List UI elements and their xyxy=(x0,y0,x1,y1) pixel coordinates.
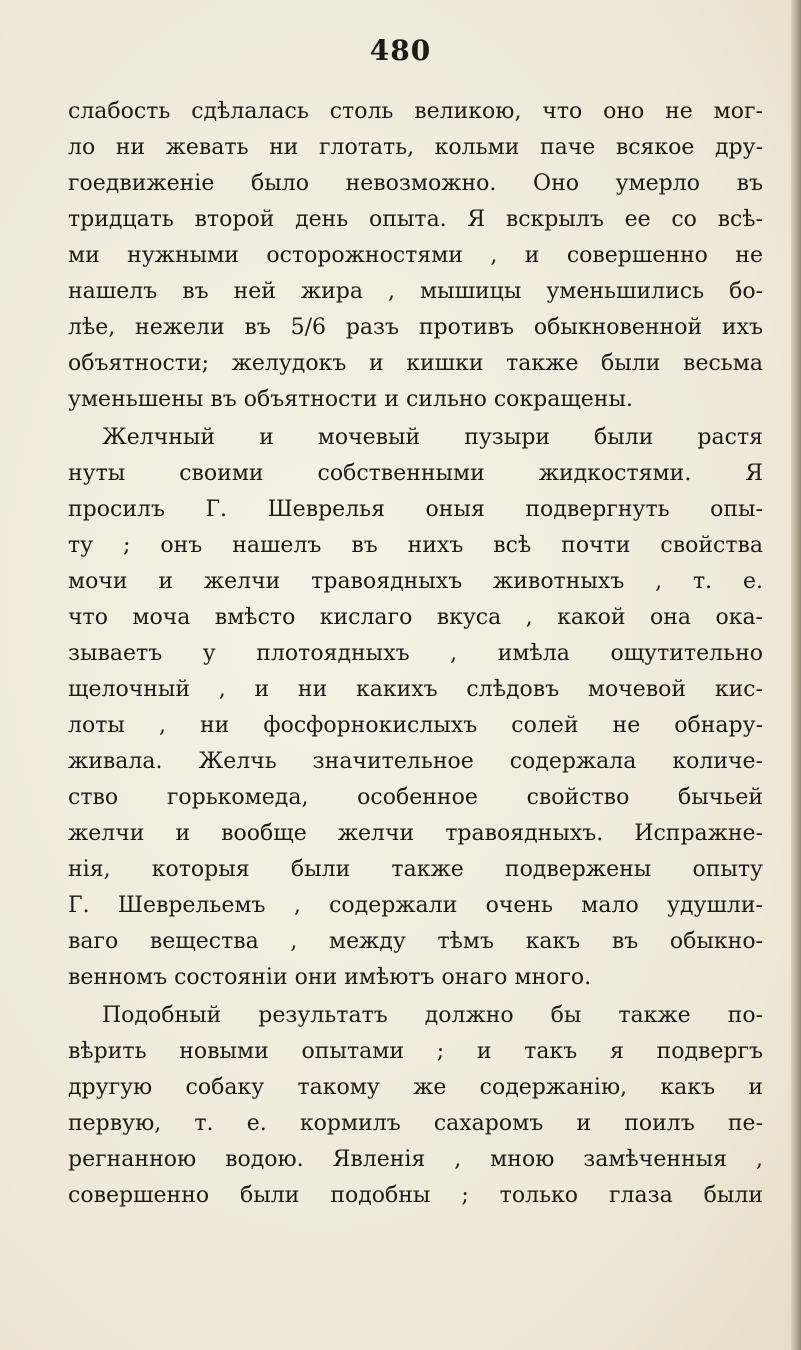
text-line: гоедвиженіе было невозможно. Оно умерло въ xyxy=(68,171,763,196)
text-line: объятности; желудокъ и кишки также были весьма xyxy=(68,351,763,376)
text-line: просилъ Г. Шеврелья оныя подвергнуть опы- xyxy=(68,497,763,522)
text-line: ство горькомеда, особенное свойство бычьей xyxy=(68,785,763,810)
text-line: желчи и вообще желчи травоядныхъ. Испражне- xyxy=(68,821,763,846)
text-line: ми нужными осторожностями , и совершенно не xyxy=(68,243,763,268)
text-line: вѣрить новыми опытами ; и такъ я подвергъ xyxy=(68,1039,763,1064)
text-line: зываетъ у плотоядныхъ , имѣла ощутительно xyxy=(68,641,763,666)
text-line: живала. Желчь значительное содержала количе- xyxy=(68,749,763,774)
paragraph-start-line: Подобный результатъ должно бы также по- xyxy=(102,1003,763,1028)
page-number: 480 xyxy=(369,34,432,67)
text-line: лѣе, нежели въ 5/6 разъ противъ обыкновенной ихъ xyxy=(68,315,763,340)
text-line: лоты , ни фосфорнокислыхъ солей не обнару- xyxy=(68,713,763,738)
text-line: нашелъ въ ней жира , мышицы уменьшились бо- xyxy=(68,279,763,304)
text-line: уменьшены въ объятности и сильно сокращены. xyxy=(68,387,633,412)
text-line: что моча вмѣсто кислаго вкуса , какой она ока- xyxy=(68,605,763,630)
text-line: тридцать второй день опыта. Я вскрылъ ее со всѣ- xyxy=(68,207,763,232)
text-line: ло ни жевать ни глотать, кольми паче всякое дру- xyxy=(68,135,763,160)
text-line: нуты своими собственными жидкостями. Я xyxy=(68,461,763,486)
text-line: Г. Шеврельемъ , содержали очень мало удушли- xyxy=(68,893,763,918)
text-line: щелочный , и ни какихъ слѣдовъ мочевой кис- xyxy=(68,677,763,702)
text-line: ваго вещества , между тѣмъ какъ въ обыкно- xyxy=(68,929,763,954)
text-line: мочи и желчи травоядныхъ животныхъ , т. е. xyxy=(68,569,763,594)
page-edge xyxy=(791,0,801,1350)
paragraph-start-line: Желчный и мочевый пузыри были растя xyxy=(102,425,763,450)
text-line: ту ; онъ нашелъ въ нихъ всѣ почти свойства xyxy=(68,533,763,558)
text-line: нія, которыя были также подвержены опыту xyxy=(68,857,763,882)
text-line: первую, т. е. кормилъ сахаромъ и поилъ пе- xyxy=(68,1111,763,1136)
text-line: другую собаку такому же содержанію, какъ и xyxy=(68,1075,763,1100)
text-line: венномъ состояніи они имѣютъ онаго много. xyxy=(68,965,592,990)
text-line: регнанною водою. Явленія , мною замѣченныя , xyxy=(68,1147,763,1172)
text-line: слабость сдѣлалась столь великою, что оно не мог- xyxy=(68,99,763,124)
text-line: совершенно были подобны ; только глаза были xyxy=(68,1183,763,1208)
